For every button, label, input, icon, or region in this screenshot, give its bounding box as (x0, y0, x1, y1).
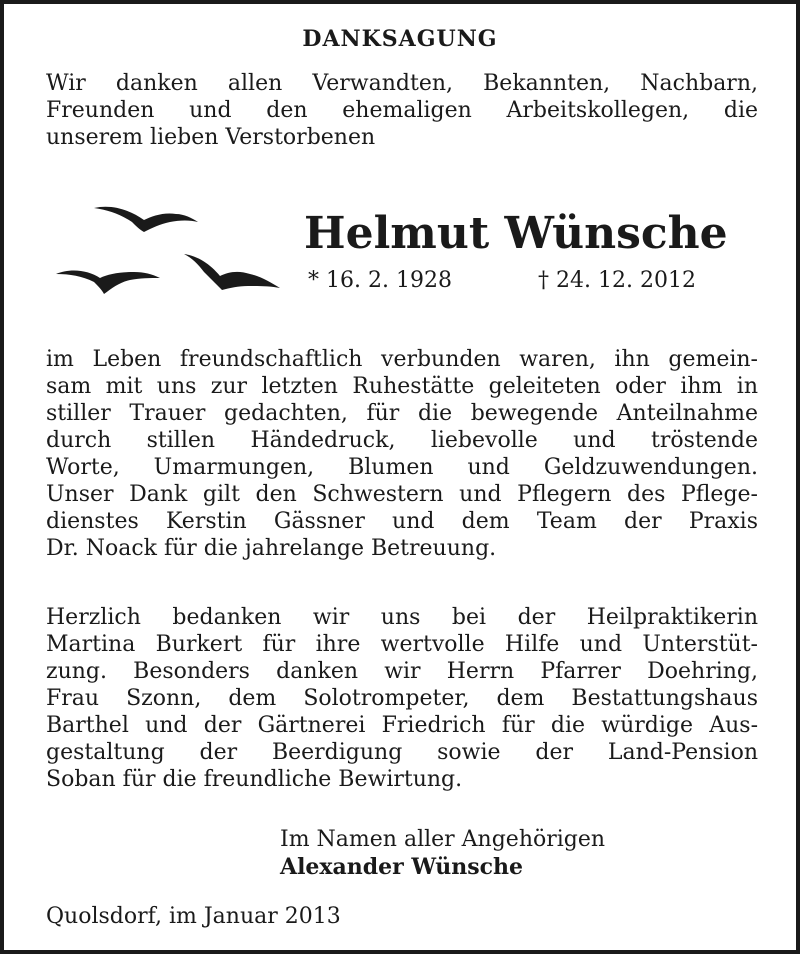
deceased-name: Helmut Wünsche (304, 208, 728, 259)
place-date: Quolsdorf, im Januar 2013 (46, 904, 341, 929)
body-line: sam mit uns zur letzten Ruhestätte geleiteten oder ihm in (46, 374, 758, 399)
bird-icon (94, 207, 198, 232)
body-line: zung. Besonders danken wir Herrn Pfarrer Doehring, (46, 659, 758, 684)
birth-date: * 16. 2. 1928 (308, 268, 452, 293)
intro-paragraph (46, 70, 758, 151)
body-line: stiller Trauer gedachten, für die bewegende Anteilnahme (46, 401, 758, 426)
body-line: Frau Szonn, dem Solotrompeter, dem Bestattungshaus (46, 686, 758, 711)
body-paragraph-2 (46, 604, 758, 793)
intro-line: Freunden und den ehemaligen Arbeitskollegen, die (46, 98, 758, 123)
body-line: Worte, Umarmungen, Blumen und Geldzuwendungen. (46, 455, 758, 480)
body-line: Unser Dank gilt den Schwestern und Pflegern des Pflege- (46, 482, 758, 507)
death-date: † 24. 12. 2012 (538, 268, 696, 293)
body-line: Martina Burkert für ihre wertvolle Hilfe und Unterstüt- (46, 632, 758, 657)
intro-line: Wir danken allen Verwandten, Bekannten, Nachbarn, (46, 71, 758, 96)
body-line: im Leben freundschaftlich verbunden waren, ihn gemein- (46, 347, 758, 372)
intro-line: unserem lieben Verstorbenen (46, 125, 376, 150)
body-line: durch stillen Händedruck, liebevolle und tröstende (46, 428, 758, 453)
body-line: Soban für die freundliche Bewirtung. (46, 767, 463, 792)
body-line: Barthel und der Gärtnerei Friedrich für die würdige Aus- (46, 713, 758, 738)
body-paragraph-1 (46, 346, 758, 562)
bird-icon (56, 271, 160, 294)
bird-icon (184, 254, 280, 290)
birds-icon (52, 200, 292, 310)
notice-heading: DANKSAGUNG (302, 26, 498, 52)
body-line: Herzlich bedanken wir uns bei der Heilpraktikerin (46, 605, 758, 630)
body-line: dienstes Kerstin Gässner und dem Team der Praxis (46, 509, 758, 534)
body-line: gestaltung der Beerdigung sowie der Land-Pension (46, 740, 758, 765)
signature-intro: Im Namen aller Angehörigen (280, 827, 606, 852)
body-line: Dr. Noack für die jahrelange Betreuung. (46, 536, 497, 561)
signature-name: Alexander Wünsche (280, 854, 523, 880)
